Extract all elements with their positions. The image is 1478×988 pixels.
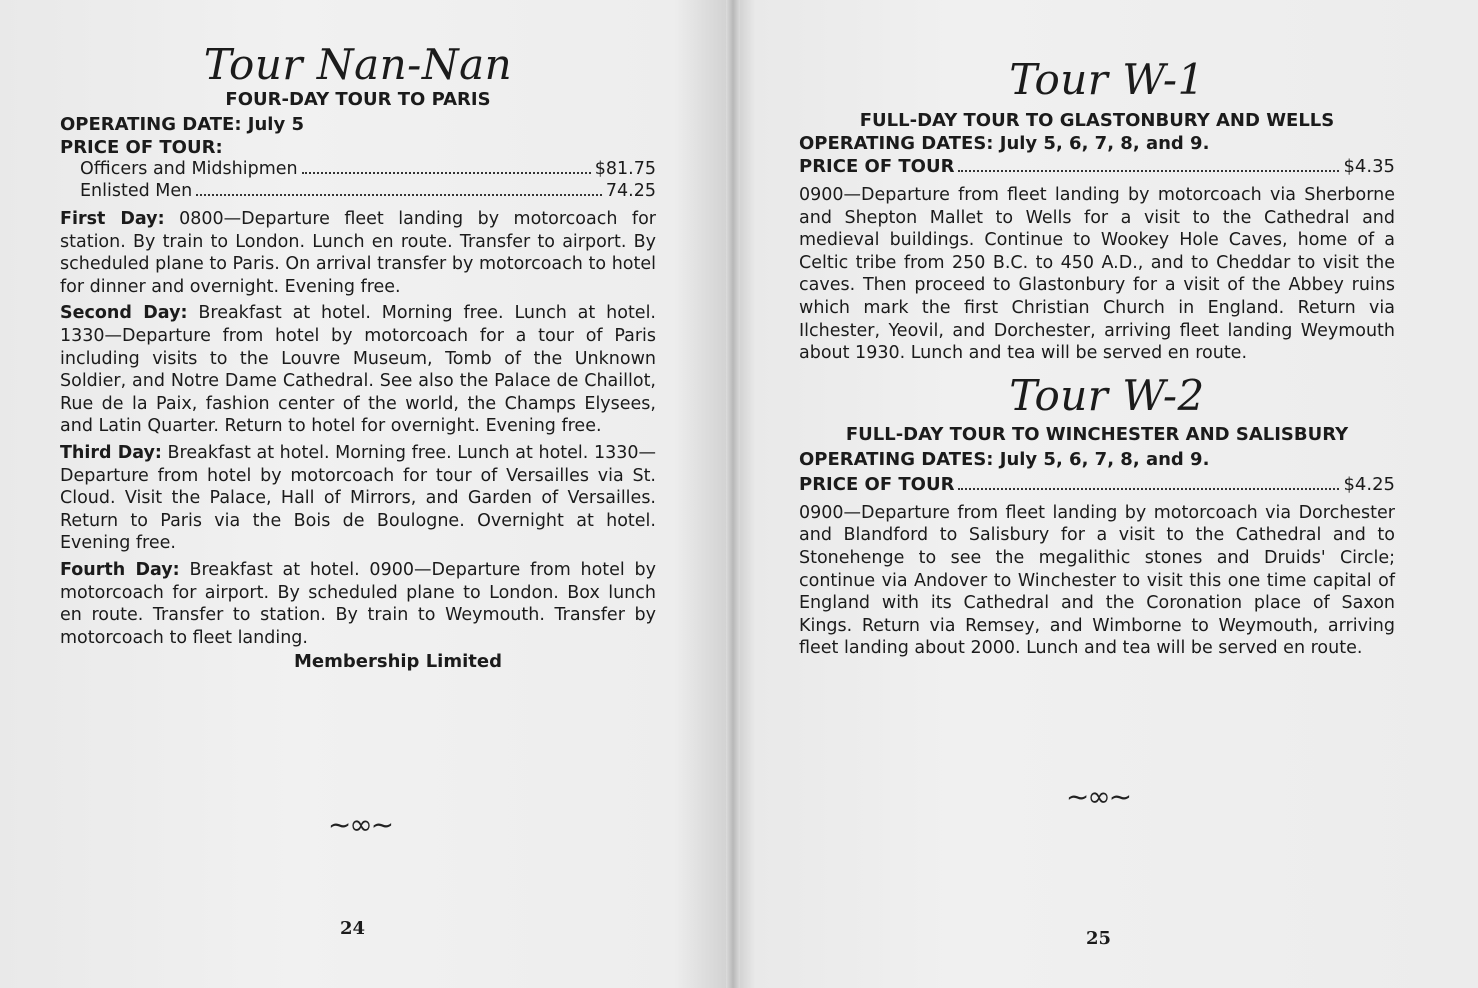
price-label: PRICE OF TOUR: (60, 137, 223, 158)
tour-heading: FULL-DAY TOUR TO GLASTONBURY AND WELLS (859, 110, 1335, 131)
dot-leader (958, 488, 1339, 490)
membership-note: Membership Limited (294, 651, 502, 673)
price-row (799, 474, 1395, 496)
price-amount: 74.25 (605, 181, 656, 201)
price-amount: $4.25 (1343, 473, 1395, 495)
price-amount: $4.35 (1343, 156, 1395, 177)
operating-date: OPERATING DATE: July 5 (60, 114, 304, 135)
page-number: 24 (340, 918, 366, 939)
dot-leader (196, 194, 602, 196)
day-label: Fourth Day: (60, 559, 180, 580)
day-paragraph (60, 442, 656, 555)
price-row (799, 156, 1395, 178)
right-page-content (799, 55, 1395, 660)
tour-description: 0900—Departure from fleet landing by motorcoach via Sherborne and Shepton Mallet to Wells for a visit to the Cathedral and medieval buildings. Continue to Wookey Hole Caves, home of a Celtic tribe from 250 B.C. to 450 A.D., and to Cheddar to visit the caves. Then proceed to Glastonbury for a visit of the Abbey ruins which mark the first Christian Church in England. Return via Ilchester, Yeovil, and Dorchester, arriving fleet landing Weymouth about 1930. Lunch and tea will be served en route. (799, 185, 1395, 364)
right-page (733, 0, 1478, 988)
tour-heading: FOUR-DAY TOUR TO PARIS (225, 89, 491, 110)
day-label: Second Day: (60, 303, 188, 324)
operating-dates: OPERATING DATES: July 5, 6, 7, 8, and 9. (799, 448, 1210, 470)
price-amount: $81.75 (594, 159, 656, 179)
tour-heading: FULL-DAY TOUR TO WINCHESTER AND SALISBURY (845, 423, 1349, 445)
left-page (0, 0, 733, 988)
price-row (80, 180, 656, 202)
price-label: PRICE OF TOUR (799, 473, 955, 495)
tour-description: 0900—Departure from fleet landing by motorcoach via Dorchester and Blandford to Salisbury for a visit to the Cathedral and to Stonehenge to see the megalithic stones and Druids' Circle; continue via Andover to Winchester to visit this one time capital of England with its Cathedral and the Coronation place of Saxon Kings. Return via Remsey, and Wimborne to Weymouth, arriving fleet landing about 2000. Lunch and tea will be served en route. (799, 502, 1395, 659)
price-name: Officers and Midshipmen (80, 159, 298, 179)
day-paragraph (60, 559, 656, 649)
price-name: Enlisted Men (80, 181, 193, 201)
page-number: 25 (1086, 928, 1112, 949)
price-label: PRICE OF TOUR (799, 156, 955, 177)
day-text: Breakfast at hotel. 0900—Departure from hotel by motorcoach for airport. By scheduled plane to London. Box lunch en route. Transfer to station. By train to Weymouth. Transfer by motorcoach to fleet landing. (60, 559, 656, 648)
price-row (80, 158, 656, 180)
day-text: Breakfast at hotel. Morning free. Lunch at hotel. 1330—Departure from hotel by motorcoach for tour of Versailles via St. Cloud. Visit the Palace, Hall of Mirrors, and Garden of Versailles. Return to Paris via the Bois de Boulogne. Overnight at hotel. Evening free. (60, 442, 656, 554)
tour-title: Tour W-1 (1009, 55, 1205, 104)
ornament-flourish-icon: ~∞~ (1065, 780, 1131, 813)
day-text: 0800—Departure fleet landing by motorcoach for station. By train to London. Lunch en route. Transfer to airport. By scheduled plane to Paris. On arrival transfer by motorcoach to hotel for dinner and overnight. Evening free. (60, 209, 656, 297)
day-label: First Day: (60, 209, 165, 229)
tour-title: Tour W-2 (1009, 370, 1205, 420)
left-page-content (60, 40, 656, 672)
book-gutter (726, 0, 740, 988)
day-label: Third Day: (60, 442, 162, 463)
day-paragraph (60, 208, 656, 298)
dot-leader (958, 170, 1339, 172)
price-list (60, 158, 656, 202)
operating-dates: OPERATING DATES: July 5, 6, 7, 8, and 9. (799, 133, 1210, 154)
day-paragraph (60, 302, 656, 438)
tour-title: Tour Nan-Nan (203, 40, 513, 89)
dot-leader (302, 172, 591, 174)
ornament-flourish-icon: ~∞~ (327, 808, 393, 841)
day-text: Breakfast at hotel. Morning free. Lunch at hotel. 1330—Departure from hotel by motorcoach for a tour of Paris including visits to the Louvre Museum, Tomb of the Unknown Soldier, and Notre Dame Cathedral. See also the Palace de Chaillot, Rue de la Paix, fashion center of the world, the Champs Elysees, and Latin Quarter. Return to hotel for overnight. Evening free. (60, 303, 656, 437)
